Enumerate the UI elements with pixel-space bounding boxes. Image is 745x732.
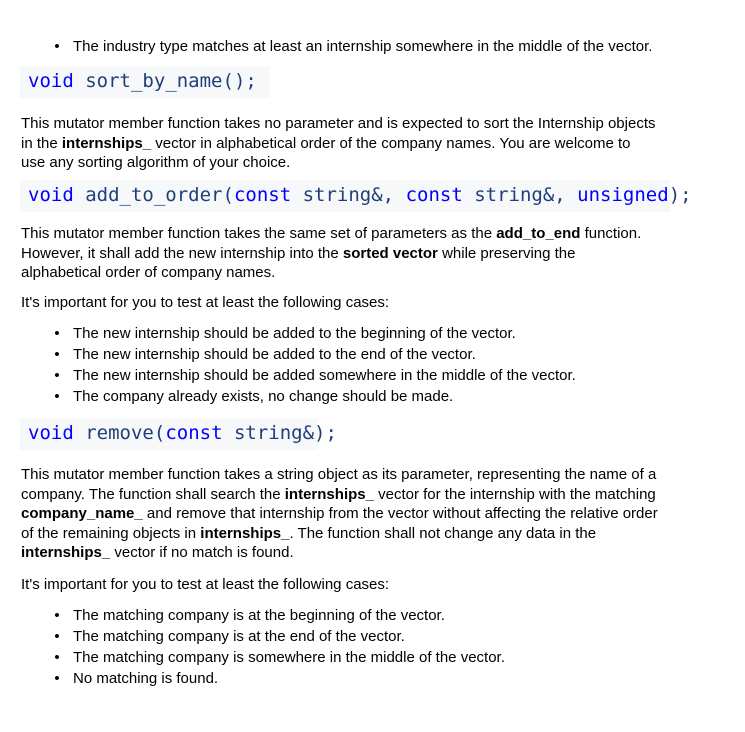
list-item — [21, 668, 721, 689]
list-item — [21, 344, 721, 365]
desc-text: and remove that internship from the vector without affecting the relative order — [142, 505, 658, 522]
add-to-order-cases — [21, 323, 721, 407]
bullet-icon: • — [54, 628, 60, 645]
code-signature-remove — [20, 418, 337, 450]
list-item-text: The new internship should be added to the beginning of the vector. — [73, 325, 516, 342]
bold-term: internships_ — [284, 485, 374, 503]
bullet-icon: • — [54, 346, 60, 363]
list-item-text: The matching company is at the end of the vector. — [73, 628, 405, 645]
bold-term: sorted vector — [342, 244, 438, 262]
list-item — [21, 647, 721, 668]
list-item-text: The matching company is at the beginning of the vector. — [73, 607, 445, 624]
desc-line: This mutator member function takes no parameter and is expected to sort the Internship objects — [21, 115, 656, 132]
remove-description — [21, 465, 721, 563]
desc-text: function. — [580, 225, 642, 242]
remove-cases — [21, 605, 721, 689]
code-type: string& — [233, 422, 315, 444]
code-signature-sort-by-name — [20, 66, 270, 98]
code-function-name: add_to_order — [85, 184, 223, 206]
list-item — [21, 365, 721, 386]
code-keyword: const — [233, 184, 292, 206]
remove-test-intro: It's important for you to test at least the following cases: — [21, 576, 390, 593]
code-keyword: const — [165, 422, 223, 444]
desc-text: However, it shall add the new internship into the — [21, 244, 343, 262]
list-item-text: The company already exists, no change should be made. — [73, 388, 454, 405]
list-item-text: The new internship should be added somewhere in the middle of the vector. — [73, 367, 576, 384]
list-item — [21, 323, 721, 344]
code-type: string&, — [474, 184, 578, 206]
bold-term: internships_ — [21, 544, 111, 561]
list-item — [21, 36, 721, 57]
sort-by-name-description — [21, 114, 721, 173]
bullet-icon: • — [54, 670, 60, 687]
list-item-text: The matching company is somewhere in the middle of the vector. — [73, 649, 505, 666]
code-keyword: void — [28, 422, 74, 444]
list-item-text: The industry type matches at least an internship somewhere in the middle of the vector. — [73, 38, 653, 55]
code-punct: ( — [222, 184, 234, 206]
bold-term: internships_ — [61, 134, 152, 152]
add-to-order-description — [21, 224, 721, 283]
code-punct: ); — [668, 184, 692, 206]
desc-text: This mutator member function takes the same set of parameters as the — [21, 225, 497, 242]
desc-text: company. The function shall search the — [21, 485, 285, 503]
desc-line: This mutator member function takes a string object as its parameter, representing the name of a — [21, 466, 657, 483]
desc-line: use any sorting algorithm of your choice. — [21, 154, 291, 171]
desc-text: vector in alphabetical order of the company names. You are welcome to — [151, 134, 631, 152]
code-signature-add-to-order — [20, 180, 692, 212]
bullet-icon: • — [54, 649, 60, 666]
desc-text: vector for the internship with the matching — [373, 485, 656, 503]
code-keyword: void — [28, 70, 74, 92]
bullet-icon: • — [54, 367, 60, 384]
code-keyword: const — [405, 184, 463, 206]
top-bullet-list — [21, 36, 721, 57]
desc-text: while preserving the — [437, 244, 576, 262]
add-to-order-test-intro: It's important for you to test at least the following cases: — [21, 294, 390, 311]
code-keyword: void — [28, 184, 74, 206]
code-type: string&, — [302, 184, 406, 206]
code-function-name: sort_by_name — [85, 70, 223, 92]
desc-text: vector if no match is found. — [110, 544, 294, 561]
list-item — [21, 386, 721, 407]
code-punct: ); — [314, 422, 337, 444]
list-item — [21, 626, 721, 647]
list-item — [21, 605, 721, 626]
bullet-icon: • — [54, 388, 60, 405]
bold-term: internships_ — [200, 524, 290, 542]
code-keyword: unsigned — [577, 184, 669, 206]
bullet-icon: • — [54, 38, 60, 55]
desc-text: of the remaining objects in — [21, 524, 201, 542]
desc-text: in the — [21, 134, 62, 152]
list-item-text: No matching is found. — [73, 670, 219, 687]
desc-line: alphabetical order of company names. — [21, 264, 276, 281]
bold-term: add_to_end — [496, 225, 581, 242]
bullet-icon: • — [54, 607, 60, 624]
code-punct: (); — [222, 70, 257, 92]
desc-text: . The function shall not change any data in the — [289, 524, 597, 542]
list-item-text: The new internship should be added to the end of the vector. — [73, 346, 476, 363]
bullet-icon: • — [54, 325, 60, 342]
bold-term: company_name_ — [21, 505, 143, 522]
code-punct: ( — [153, 422, 166, 444]
code-function-name: remove — [85, 422, 154, 444]
